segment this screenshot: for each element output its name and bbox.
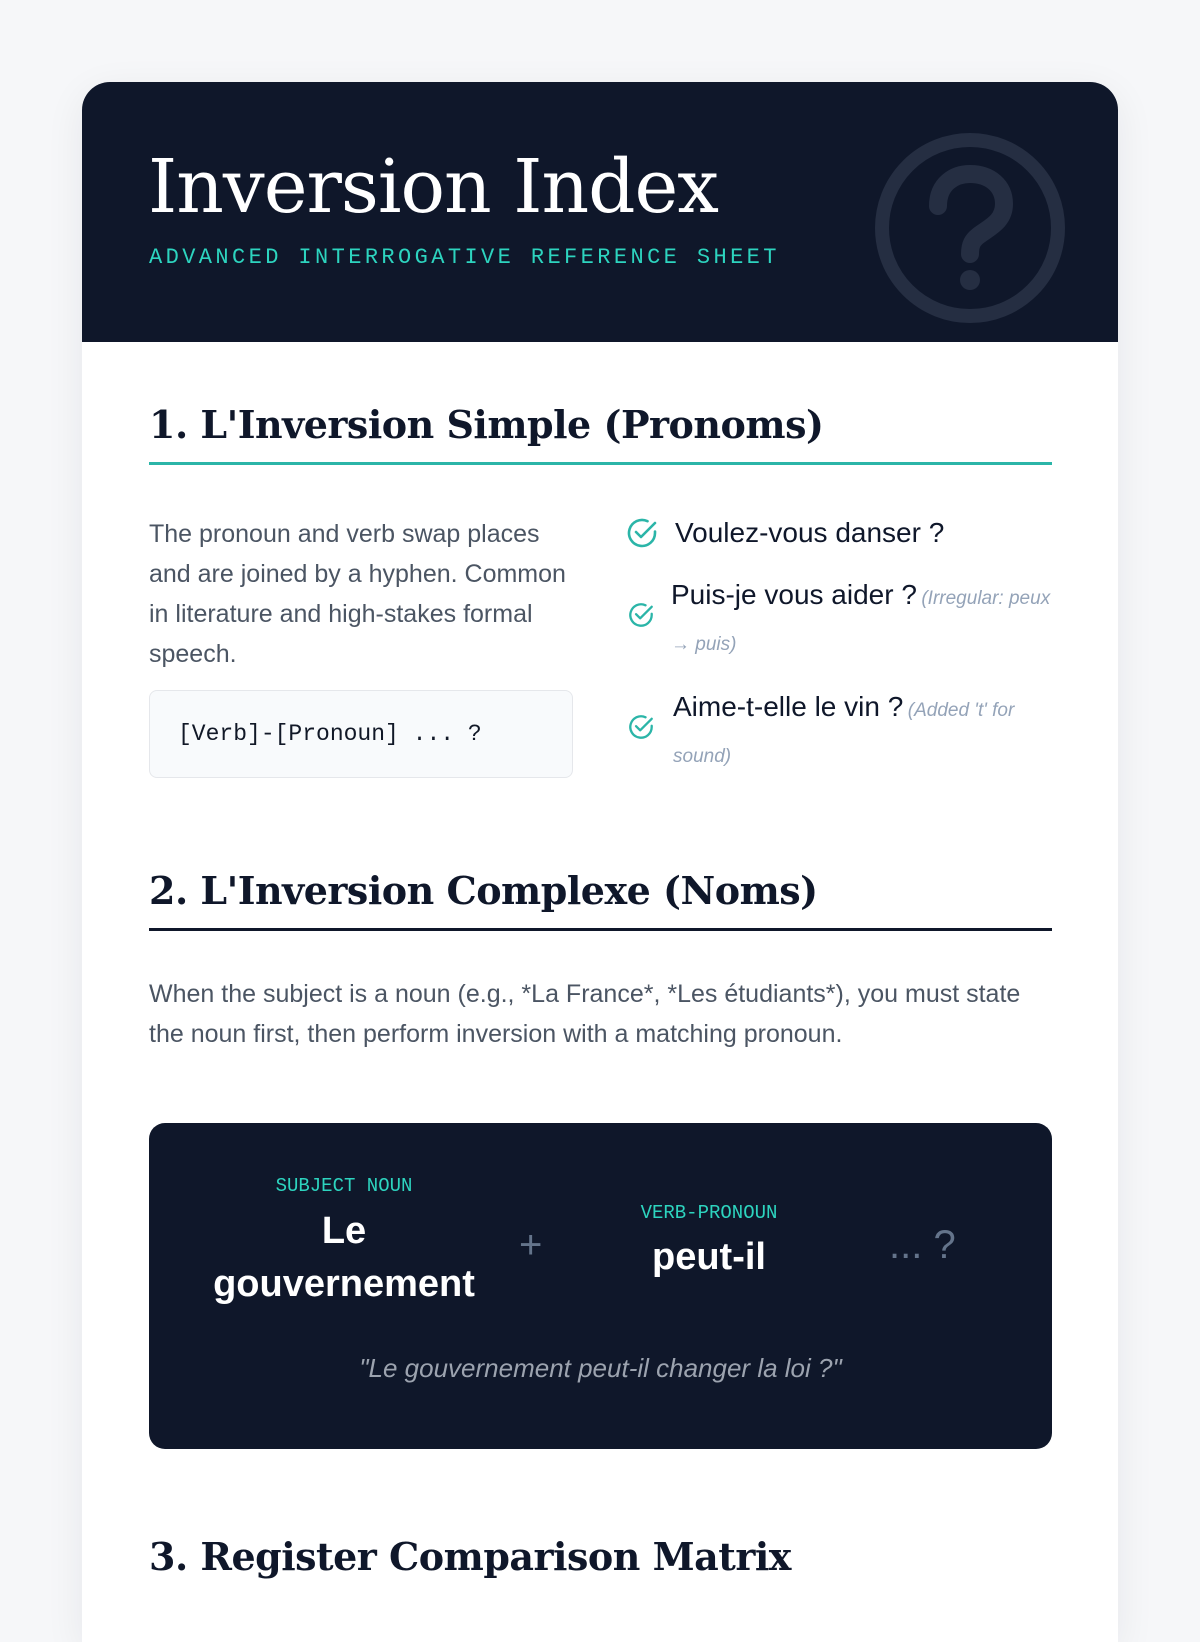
example-item	[625, 572, 1055, 668]
page-subtitle: ADVANCED INTERROGATIVE REFERENCE SHEET	[149, 245, 780, 270]
example-note: (Irregular: peux → puis)	[671, 588, 1051, 655]
plus-sign: +	[519, 1223, 543, 1267]
verb-pronoun-label: VERB-PRONOUN	[640, 1202, 778, 1224]
subject-noun-label: SUBJECT NOUN	[275, 1175, 413, 1197]
verb-pronoun-word: peut-il	[652, 1236, 766, 1278]
heading-divider	[149, 928, 1052, 931]
section-heading: 2. L'Inversion Complexe (Noms)	[149, 868, 818, 913]
section-heading: 3. Register Comparison Matrix	[149, 1534, 791, 1579]
check-circle-icon	[625, 516, 659, 550]
example-sentence: Voulez-vous danser ?	[675, 517, 945, 548]
header-banner	[82, 82, 1118, 342]
check-circle-icon	[627, 713, 655, 741]
example-list	[625, 510, 1055, 780]
section-register-matrix	[149, 1534, 1052, 1580]
question-circle-icon	[872, 130, 1068, 326]
section-description: When the subject is a noun (e.g., *La France*, *Les étudiants*), you must state the noun first, then perform inversion with a matching pronoun.	[149, 980, 1021, 1048]
example-item	[625, 684, 1055, 780]
check-circle-icon	[627, 601, 655, 629]
ellipsis-question: ... ?	[889, 1223, 956, 1267]
subject-noun-word: Le gouvernement	[213, 1210, 475, 1305]
heading-divider	[149, 462, 1052, 465]
formula-box: [Verb]-[Pronoun] ... ?	[149, 690, 573, 778]
example-sentence: Aime-t-elle le vin ?	[673, 691, 904, 722]
reference-card	[82, 82, 1118, 1642]
section-heading: 1. L'Inversion Simple (Pronoms)	[149, 402, 824, 447]
example-item	[625, 510, 1055, 556]
page-title: Inversion Index	[148, 144, 719, 230]
example-note: (Added 't' for sound)	[673, 700, 1015, 767]
example-sentence: Puis-je vous aider ?	[671, 579, 917, 610]
section-description: The pronoun and verb swap places and are joined by a hyphen. Common in literature and high-stakes formal speech.	[149, 520, 566, 668]
example-sentence: "Le gouvernement peut-il changer la loi ?"	[359, 1353, 842, 1383]
section-simple-inversion	[149, 402, 1052, 767]
inversion-demo-panel	[149, 1123, 1052, 1449]
section-complex-inversion	[149, 868, 1052, 1383]
